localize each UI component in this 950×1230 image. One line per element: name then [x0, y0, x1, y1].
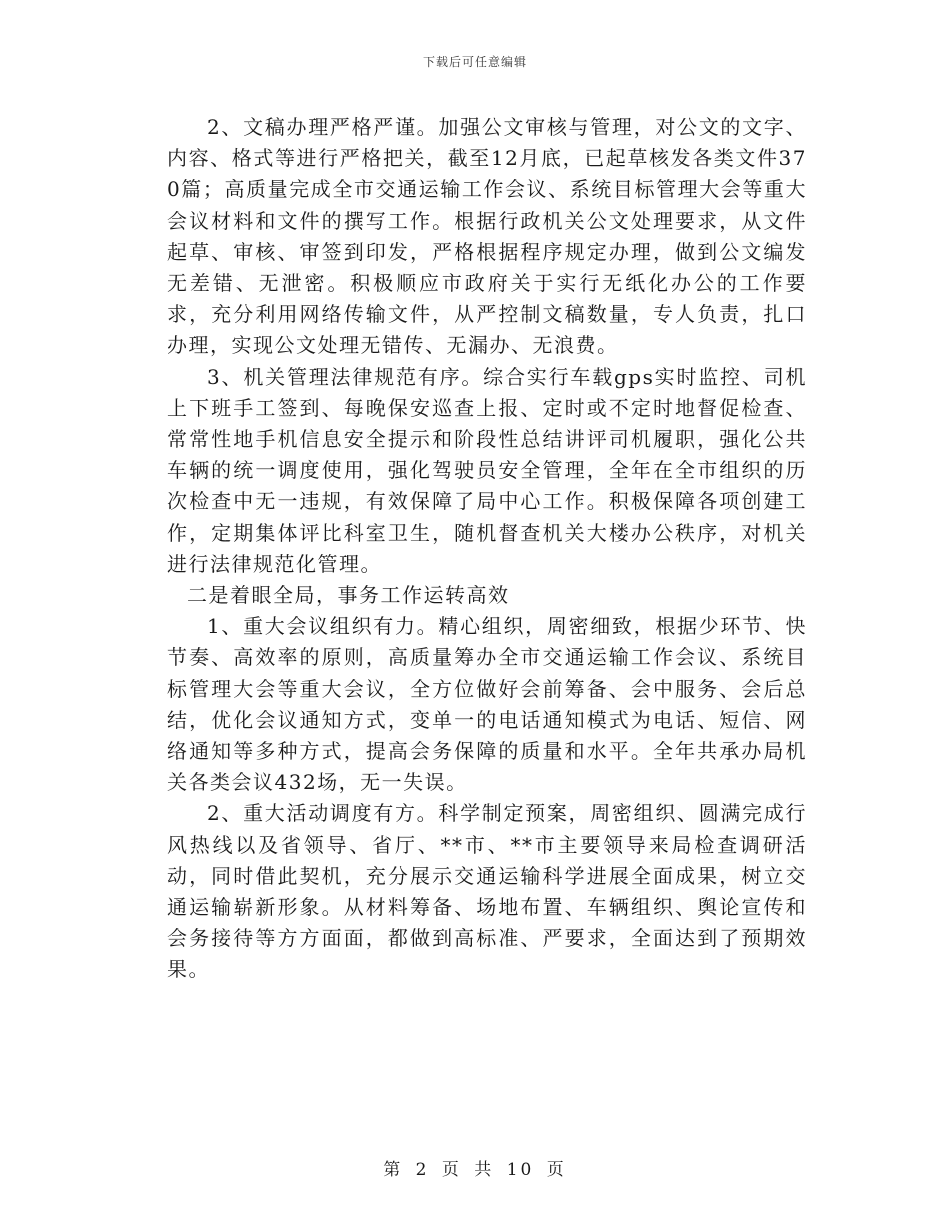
paragraph-event-coordination: 2、重大活动调度有方。科学制定预案，周密组织、圆满完成行风热线以及省领导、省厅、**市、**市主要领导来局检查调研活动，同时借此契机，充分展示交通运输科学进展全面成果，树立交通运输崭新形象。从材料筹备、场地布置、车辆组织、舆论宣传和会务接待等方方面面，都做到高标准、严要求，全面达到了预期效果。	[167, 801, 807, 982]
page-header: 下载后可任意编辑	[422, 55, 527, 69]
paragraph-document-drafting: 2、文稿办理严格严谨。加强公文审核与管理，对公文的文字、内容、格式等进行严格把关，截至12月底，已起草核发各类文件370篇；高质量完成全市交通运输工作会议、系统目标管理大会等重大会议材料和文件的撰写工作。根据行政机关公文处理要求，从文件起草、审核、审签到印发，严格根据程序规定办理，做到公文编发无差错、无泄密。积极顺应市政府关于实行无纸化办公的工作要求，充分利用网络传输文件，从严控制文稿数量，专人负责，扎口办理，实现公文处理无错传、无漏办、无浪费。	[167, 115, 807, 358]
document-body	[167, 112, 807, 986]
page-number-footer: 第 2 页 共 10 页	[383, 1160, 567, 1180]
section-heading: 二是着眼全局，事务工作运转高效	[187, 583, 510, 608]
paragraph-office-management: 3、机关管理法律规范有序。综合实行车载gps实时监控、司机上下班手工签到、每晚保安巡查上报、定时或不定时地督促检查、常常性地手机信息安全提示和阶段性总结讲评司机履职，强化公共车辆的统一调度使用，强化驾驶员安全管理，全年在全市组织的历次检查中无一违规，有效保障了局中心工作。积极保障各项创建工作，定期集体评比科室卫生，随机督查机关大楼办公秩序，对机关进行法律规范化管理。	[167, 364, 807, 576]
paragraph-meeting-organization: 1、重大会议组织有力。精心组织，周密细致，根据少环节、快节奏、高效率的原则，高质量筹办全市交通运输工作会议、系统目标管理大会等重大会议，全方位做好会前筹备、会中服务、会后总结，优化会议通知方式，变单一的电话通知模式为电话、短信、网络通知等多种方式，提高会务保障的质量和水平。全年共承办局机关各类会议432场，无一失误。	[167, 614, 807, 795]
